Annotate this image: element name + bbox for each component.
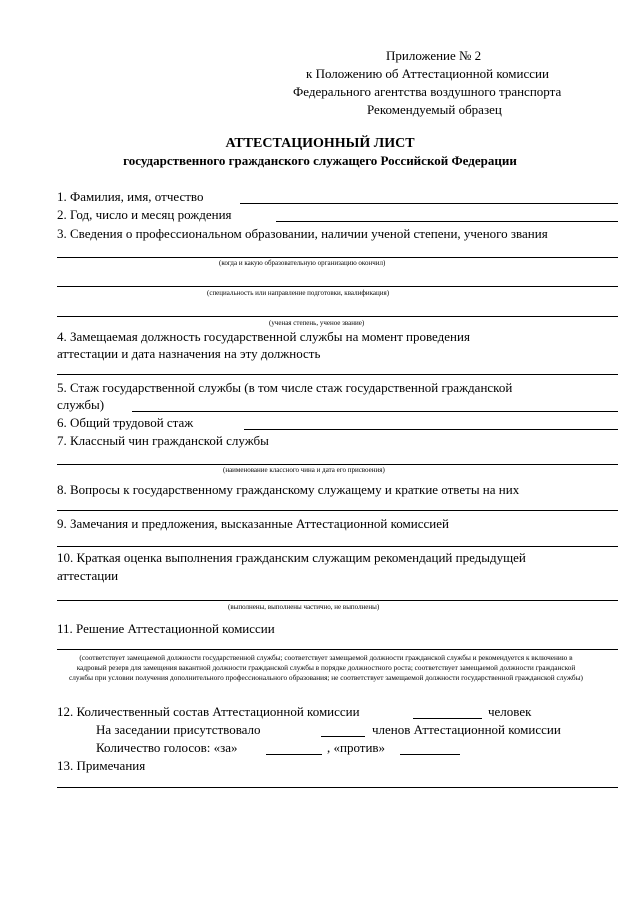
class-rank-caption: (наименование классного чина и дата его присвоения) [223, 466, 385, 474]
education-caption-degree: (ученая степень, ученое звание) [269, 319, 365, 327]
field-label-total-experience: 6. Общий трудовой стаж [57, 415, 194, 430]
votes-for-field-line[interactable] [266, 754, 322, 755]
document-subtitle: государственного гражданского служащего Российской Федерации [123, 153, 517, 168]
field-label-service-length-cont: службы) [57, 397, 105, 412]
education-field-line-3[interactable] [57, 316, 618, 317]
agency-name: Федерального агентства воздушного транспорта [293, 84, 562, 99]
education-caption-specialty: (специальность или направление подготовки, квалификация) [207, 289, 390, 297]
field-label-decision: 11. Решение Аттестационной комиссии [57, 621, 275, 636]
assessment-caption: (выполнены, выполнены частично, не выполнены) [228, 603, 380, 611]
votes-against-field-line[interactable] [400, 754, 460, 755]
education-field-line-1[interactable] [57, 257, 618, 258]
full-name-field-line[interactable] [240, 203, 618, 204]
field-label-votes-against: , «против» [327, 740, 386, 755]
education-caption-institution: (когда и какую образовательную организацию окончил) [219, 259, 386, 267]
present-count-field-line[interactable] [321, 736, 365, 737]
field-label-assessment-cont: аттестации [57, 568, 119, 583]
field-label-position-cont: аттестации и дата назначения на эту должность [57, 346, 321, 361]
birth-date-field-line[interactable] [276, 221, 618, 222]
service-length-field-line[interactable] [132, 411, 618, 412]
remarks-field-line[interactable] [57, 546, 618, 547]
field-label-votes-for: Количество голосов: «за» [96, 740, 238, 755]
field-label-education: 3. Сведения о профессиональном образовании, наличии ученой степени, ученого звания [57, 226, 548, 241]
sample-label: Рекомендуемый образец [367, 102, 502, 117]
class-rank-field-line[interactable] [57, 464, 618, 465]
education-field-line-2[interactable] [57, 286, 618, 287]
field-label-remarks: 9. Замечания и предложения, высказанные Аттестационной комиссией [57, 516, 449, 531]
field-label-birth-date: 2. Год, число и месяц рождения [57, 207, 232, 222]
field-label-full-name: 1. Фамилия, имя, отчество [57, 189, 204, 204]
field-label-commission-size: 12. Количественный состав Аттестационной комиссии [57, 704, 360, 719]
commission-size-field-line[interactable] [413, 718, 482, 719]
questions-field-line[interactable] [57, 510, 618, 511]
commission-size-unit: человек [488, 704, 532, 719]
document-title: АТТЕСТАЦИОННЫЙ ЛИСТ [225, 136, 415, 151]
field-label-service-length: 5. Стаж государственной службы (в том числе стаж государственной гражданской [57, 380, 513, 395]
total-experience-field-line[interactable] [244, 429, 618, 430]
decision-field-line[interactable] [57, 649, 618, 650]
field-label-assessment [57, 550, 618, 566]
field-label-notes: 13. Примечания [57, 758, 146, 773]
present-members-label: членов Аттестационной комиссии [372, 722, 561, 737]
assessment-field-line[interactable] [57, 600, 618, 601]
field-label-questions: 8. Вопросы к государственному гражданскому служащему и краткие ответы на них [57, 482, 520, 497]
position-field-line[interactable] [57, 374, 618, 375]
field-label-class-rank: 7. Классный чин гражданской службы [57, 433, 269, 448]
field-label-present: На заседании присутствовало [96, 722, 261, 737]
decision-caption: (соответствует замещаемой должности государственной службы; соответствует замещаемой должности гражданской службы и рекомендуется к включению в кадровый резерв для замещения вакантной должности гражданской службы в порядке должностного роста; соответствует замещаемой должности гражданской службы при условии получения дополнительного профессионального образования; не соответствует замещаемой должности государственной гражданской службы) [69, 653, 583, 682]
field-label-position: 4. Замещаемая должность государственной службы на момент проведения [57, 329, 470, 344]
appendix-reference: к Положению об Аттестационной комиссии [306, 66, 549, 81]
appendix-number: Приложение № 2 [386, 48, 482, 63]
notes-field-line[interactable] [57, 787, 618, 788]
assessment-line-1: 10. Краткая оценка выполнения гражданским служащим рекомендаций предыдущей [57, 550, 526, 565]
